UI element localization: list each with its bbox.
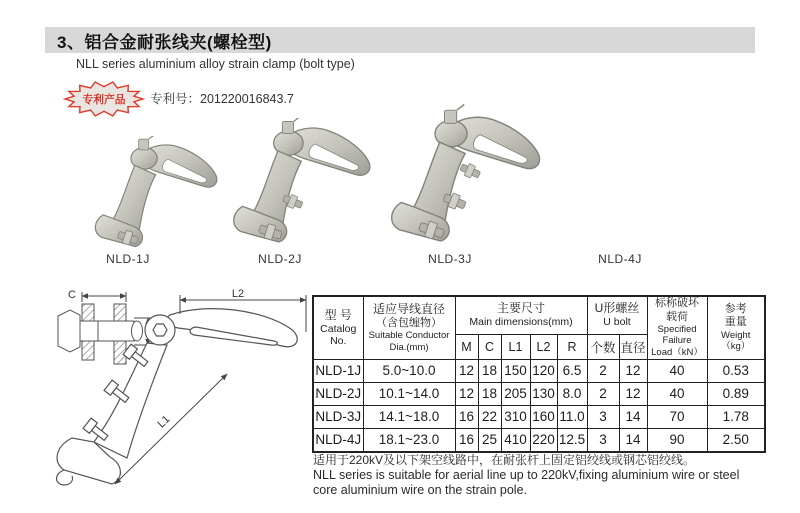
cell-l2: 160 bbox=[530, 405, 557, 428]
note-english: NLL series is suitable for aerial line up to 220kV,fixing aluminium wire or steel core aluminium wire on the strain pole. bbox=[313, 468, 740, 497]
note-chinese: 适用于220kV及以下架空线路中，在耐张杆上固定铝绞线或钢芯铝绞线。 bbox=[313, 453, 696, 467]
cell-model: NLD-4J bbox=[313, 428, 363, 452]
cell-l2: 120 bbox=[530, 359, 557, 382]
subheader-l2: L2 bbox=[530, 334, 557, 359]
header-catalog: 型 号 Catalog No. bbox=[313, 296, 363, 359]
subheader-qty: 个数 bbox=[587, 334, 619, 359]
cell-model: NLD-3J bbox=[313, 405, 363, 428]
cell-weight: 2.50 bbox=[707, 428, 765, 452]
cell-dia: 10.1~14.0 bbox=[363, 382, 455, 405]
cell-m: 12 bbox=[455, 382, 478, 405]
subheader-bolt-dia: 直径 bbox=[619, 334, 647, 359]
spec-table bbox=[312, 295, 766, 453]
cell-load: 40 bbox=[647, 382, 707, 405]
cell-l2: 220 bbox=[530, 428, 557, 452]
cell-l1: 150 bbox=[501, 359, 530, 382]
cell-model: NLD-2J bbox=[313, 382, 363, 405]
dim-label-l2: L2 bbox=[231, 288, 245, 300]
cell-load: 70 bbox=[647, 405, 707, 428]
cell-bolt-dia: 12 bbox=[619, 382, 647, 405]
cell-model: NLD-1J bbox=[313, 359, 363, 382]
cell-qty: 2 bbox=[587, 359, 619, 382]
product-label-nld-2j: NLD-2J bbox=[258, 252, 302, 266]
cell-qty: 3 bbox=[587, 405, 619, 428]
cell-qty: 2 bbox=[587, 382, 619, 405]
product-label-nld-3j: NLD-3J bbox=[428, 252, 472, 266]
patent-number: 专利号：201220016843.7 bbox=[150, 92, 294, 106]
table-row bbox=[313, 359, 765, 382]
product-photo-nld-3j bbox=[388, 104, 548, 250]
cell-m: 16 bbox=[455, 428, 478, 452]
header-failure-load: 标称破坏 载荷 Specified Failure Load（kN） bbox=[647, 296, 707, 359]
subheader-l1: L1 bbox=[501, 334, 530, 359]
cell-weight: 1.78 bbox=[707, 405, 765, 428]
subheader-r: R bbox=[557, 334, 587, 359]
product-photo-nld-1j bbox=[88, 136, 228, 252]
cell-dia: 5.0~10.0 bbox=[363, 359, 455, 382]
product-label-nld-4j: NLD-4J bbox=[598, 252, 642, 266]
section-title-bar bbox=[45, 27, 755, 53]
cell-bolt-dia: 14 bbox=[619, 405, 647, 428]
cell-m: 16 bbox=[455, 405, 478, 428]
dim-label-l1: L1 bbox=[155, 413, 173, 431]
cell-load: 90 bbox=[647, 428, 707, 452]
patent-badge-label: 专利产品 bbox=[82, 94, 126, 107]
section-title: 3、铝合金耐张线夹(螺栓型) bbox=[57, 32, 272, 52]
technical-drawing bbox=[30, 288, 312, 506]
cell-weight: 0.89 bbox=[707, 382, 765, 405]
cell-c: 25 bbox=[478, 428, 501, 452]
cell-dia: 14.1~18.0 bbox=[363, 405, 455, 428]
cell-load: 40 bbox=[647, 359, 707, 382]
cell-c: 22 bbox=[478, 405, 501, 428]
cell-c: 18 bbox=[478, 382, 501, 405]
header-main-dimensions: 主要尺寸 Main dimensions(mm) bbox=[455, 296, 587, 334]
header-conductor-dia: 适应导线直径 （含包缠物） Suitable Conductor Dia.(mm) bbox=[363, 296, 455, 359]
table-row bbox=[313, 428, 765, 452]
cell-bolt-dia: 12 bbox=[619, 359, 647, 382]
cell-r: 8.0 bbox=[557, 382, 587, 405]
cell-dia: 18.1~23.0 bbox=[363, 428, 455, 452]
patent-badge bbox=[63, 80, 145, 123]
dim-label-c: C bbox=[68, 289, 76, 301]
table-row bbox=[313, 405, 765, 428]
cell-l1: 205 bbox=[501, 382, 530, 405]
section-subtitle: NLL series aluminium alloy strain clamp (bolt type) bbox=[76, 57, 355, 71]
cell-r: 11.0 bbox=[557, 405, 587, 428]
cell-m: 12 bbox=[455, 359, 478, 382]
product-photo-nld-2j bbox=[228, 118, 380, 248]
header-u-bolt: U形螺丝 U bolt bbox=[587, 296, 647, 334]
cell-l2: 130 bbox=[530, 382, 557, 405]
cell-l1: 410 bbox=[501, 428, 530, 452]
subheader-m: M bbox=[455, 334, 478, 359]
cell-r: 12.5 bbox=[557, 428, 587, 452]
cell-c: 18 bbox=[478, 359, 501, 382]
table-row bbox=[313, 382, 765, 405]
product-label-nld-1j: NLD-1J bbox=[106, 252, 150, 266]
cell-l1: 310 bbox=[501, 405, 530, 428]
cell-qty: 3 bbox=[587, 428, 619, 452]
subheader-c: C bbox=[478, 334, 501, 359]
cell-weight: 0.53 bbox=[707, 359, 765, 382]
cell-bolt-dia: 14 bbox=[619, 428, 647, 452]
cell-r: 6.5 bbox=[557, 359, 587, 382]
header-weight: 参考 重量 Weight （kg） bbox=[707, 296, 765, 359]
